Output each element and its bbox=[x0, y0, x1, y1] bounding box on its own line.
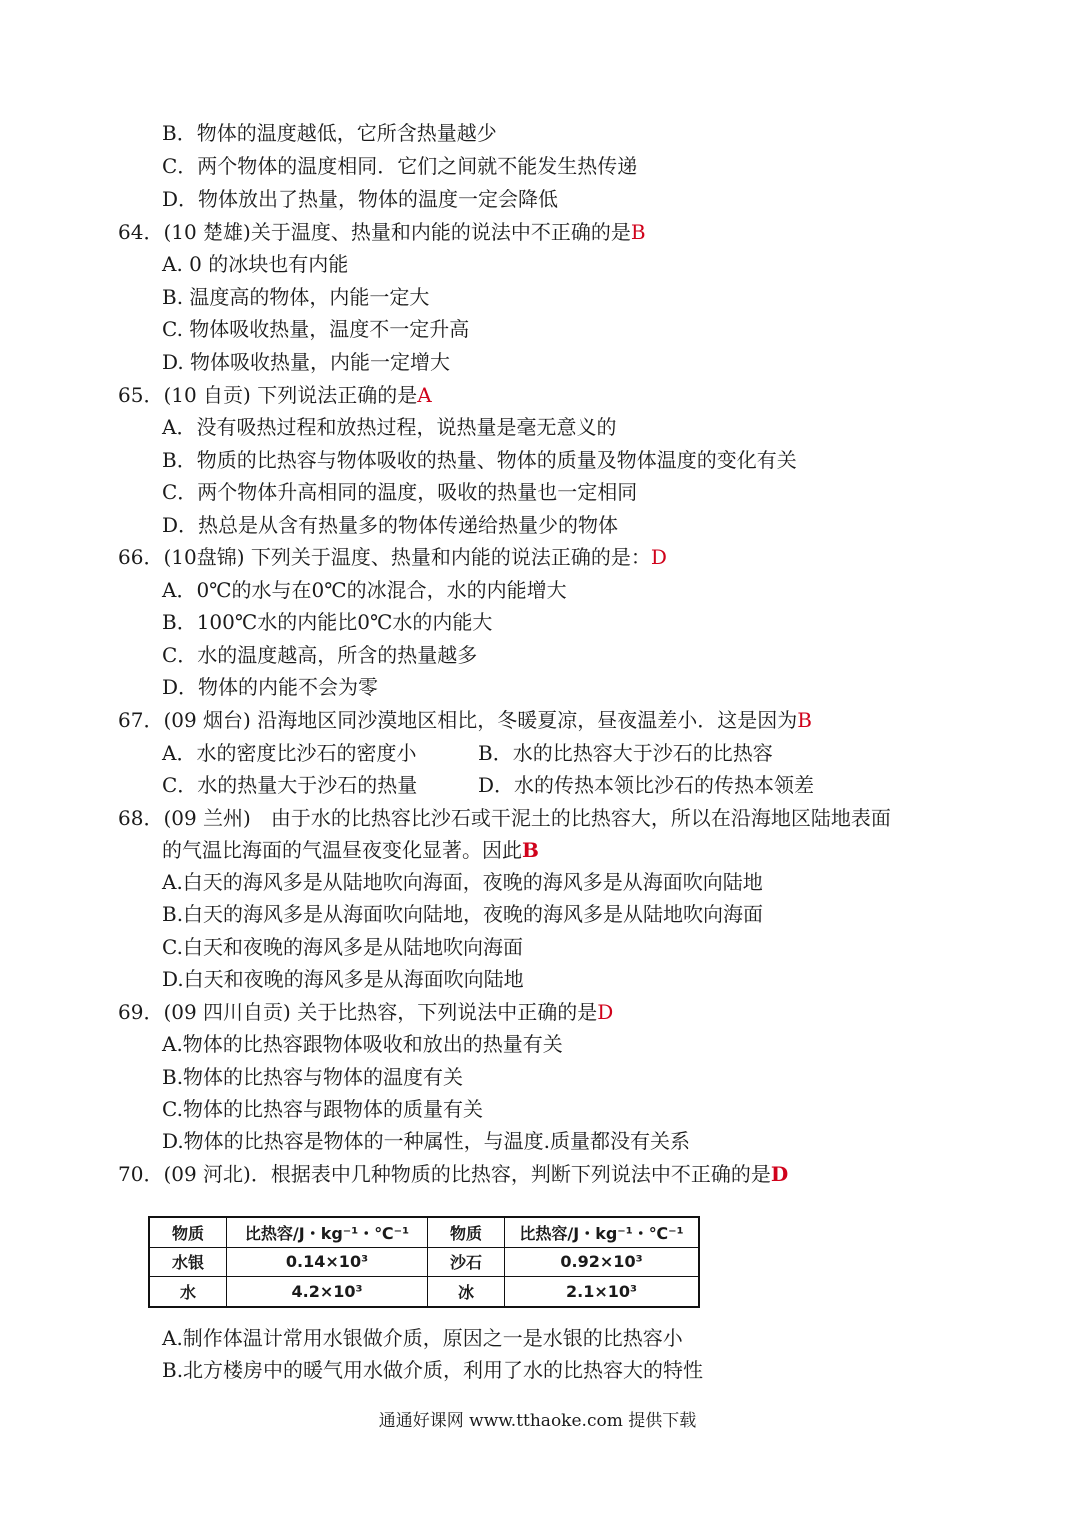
page-footer: 通通好课网 www.tthaoke.com 提供下载 bbox=[378, 1411, 697, 1431]
answer: B bbox=[522, 838, 539, 862]
option-b: B.物体的比热容与物体的温度有关 bbox=[162, 1065, 464, 1089]
table-header: 比热容/J・kg⁻¹・℃⁻¹ bbox=[227, 1217, 428, 1247]
option-a: A. 0 的冰块也有内能 bbox=[162, 252, 349, 276]
line-prev-b: B．物体的温度越低，它所含热量越少 bbox=[162, 121, 497, 145]
option-a: A．0℃的水与在0℃的冰混合，水的内能增大 bbox=[162, 578, 567, 602]
table-cell: 2.1×10³ bbox=[505, 1277, 700, 1307]
table-cell: 水银 bbox=[149, 1247, 227, 1277]
question-text: 的气温比海面的气温昼夜变化显著。因此 bbox=[162, 838, 522, 862]
question-68: 68．(09 兰州) 由于水的比热容比沙石或干泥土的比热容大，所以在沿海地区陆地表面 bbox=[118, 806, 891, 830]
table-cell: 0.92×10³ bbox=[505, 1247, 700, 1277]
option-a: A.白天的海风多是从陆地吹向海面，夜晚的海风多是从海面吹向陆地 bbox=[162, 870, 763, 894]
question-text: 69．(09 四川自贡) 关于比热容，下列说法中正确的是 bbox=[118, 1000, 598, 1024]
specific-heat-table bbox=[148, 1216, 700, 1308]
option-d: D.物体的比热容是物体的一种属性，与温度.质量都没有关系 bbox=[162, 1129, 691, 1153]
table-row bbox=[149, 1277, 699, 1307]
question-69 bbox=[118, 1000, 613, 1024]
question-70 bbox=[118, 1162, 788, 1186]
question-64 bbox=[118, 220, 646, 244]
option-c: C．水的热量大于沙石的热量 bbox=[162, 773, 418, 797]
question-text: 64．(10 楚雄)关于温度、热量和内能的说法中不正确的是 bbox=[118, 220, 631, 244]
table-cell: 4.2×10³ bbox=[227, 1277, 428, 1307]
option-c: C.物体的比热容与跟物体的质量有关 bbox=[162, 1097, 483, 1121]
option-d: D.白天和夜晚的海风多是从海面吹向陆地 bbox=[162, 967, 524, 991]
option-a: A．水的密度比沙石的密度小 bbox=[162, 741, 417, 765]
option-a: A．没有吸热过程和放热过程，说热量是毫无意义的 bbox=[162, 415, 617, 439]
answer: D bbox=[597, 1000, 614, 1024]
question-text: 66．(10盘锦) 下列关于温度、热量和内能的说法正确的是： bbox=[118, 545, 651, 569]
option-b: B. 温度高的物体，内能一定大 bbox=[162, 285, 430, 309]
question-65 bbox=[118, 383, 432, 407]
option-c: C.白天和夜晚的海风多是从陆地吹向海面 bbox=[162, 935, 523, 959]
line-prev-c: C．两个物体的温度相同．它们之间就不能发生热传递 bbox=[162, 154, 638, 178]
table-cell: 水 bbox=[149, 1277, 227, 1307]
option-d: D．水的传热本领比沙石的传热本领差 bbox=[478, 773, 815, 797]
option-b: B．物质的比热容与物体吸收的热量、物体的质量及物体温度的变化有关 bbox=[162, 448, 797, 472]
question-66 bbox=[118, 545, 667, 569]
question-text: 67．(09 烟台) 沿海地区同沙漠地区相比，冬暖夏凉，昼夜温差小．这是因为 bbox=[118, 708, 798, 732]
option-b: B.白天的海风多是从海面吹向陆地，夜晚的海风多是从陆地吹向海面 bbox=[162, 902, 764, 926]
option-b: B．100℃水的内能比0℃水的内能大 bbox=[162, 610, 493, 634]
table-header: 物质 bbox=[428, 1217, 505, 1247]
table-header: 比热容/J・kg⁻¹・℃⁻¹ bbox=[505, 1217, 700, 1247]
answer: A bbox=[417, 383, 432, 407]
option-a: A.制作体温计常用水银做介质，原因之一是水银的比热容小 bbox=[162, 1326, 683, 1350]
table-header-row bbox=[149, 1217, 699, 1247]
option-c: C．水的温度越高，所含的热量越多 bbox=[162, 643, 478, 667]
option-b: B.北方楼房中的暖气用水做介质，利用了水的比热容大的特性 bbox=[162, 1358, 704, 1382]
table-cell: 冰 bbox=[428, 1277, 505, 1307]
option-a: A.物体的比热容跟物体吸收和放出的热量有关 bbox=[162, 1032, 563, 1056]
option-b: B．水的比热容大于沙石的比热容 bbox=[478, 741, 773, 765]
option-d: D. 物体吸收热量，内能一定增大 bbox=[162, 350, 451, 374]
option-c: C．两个物体升高相同的温度，吸收的热量也一定相同 bbox=[162, 480, 638, 504]
answer: D bbox=[770, 1162, 789, 1186]
answer: B bbox=[797, 708, 812, 732]
table-cell: 0.14×10³ bbox=[227, 1247, 428, 1277]
question-text: 65．(10 自贡) 下列说法正确的是 bbox=[118, 383, 418, 407]
option-c: C. 物体吸收热量，温度不一定升高 bbox=[162, 317, 470, 341]
option-d: D．热总是从含有热量多的物体传递给热量少的物体 bbox=[162, 513, 619, 537]
table-cell: 沙石 bbox=[428, 1247, 505, 1277]
table-row bbox=[149, 1247, 699, 1277]
option-d: D．物体的内能不会为零 bbox=[162, 675, 379, 699]
question-text: 70．(09 河北)．根据表中几种物质的比热容，判断下列说法中不正确的是 bbox=[118, 1162, 771, 1186]
question-68-cont bbox=[162, 838, 539, 862]
line-prev-d: D．物体放出了热量，物体的温度一定会降低 bbox=[162, 187, 559, 211]
answer: B bbox=[630, 220, 646, 244]
question-67 bbox=[118, 708, 812, 732]
table-header: 物质 bbox=[149, 1217, 227, 1247]
answer: D bbox=[650, 545, 667, 569]
